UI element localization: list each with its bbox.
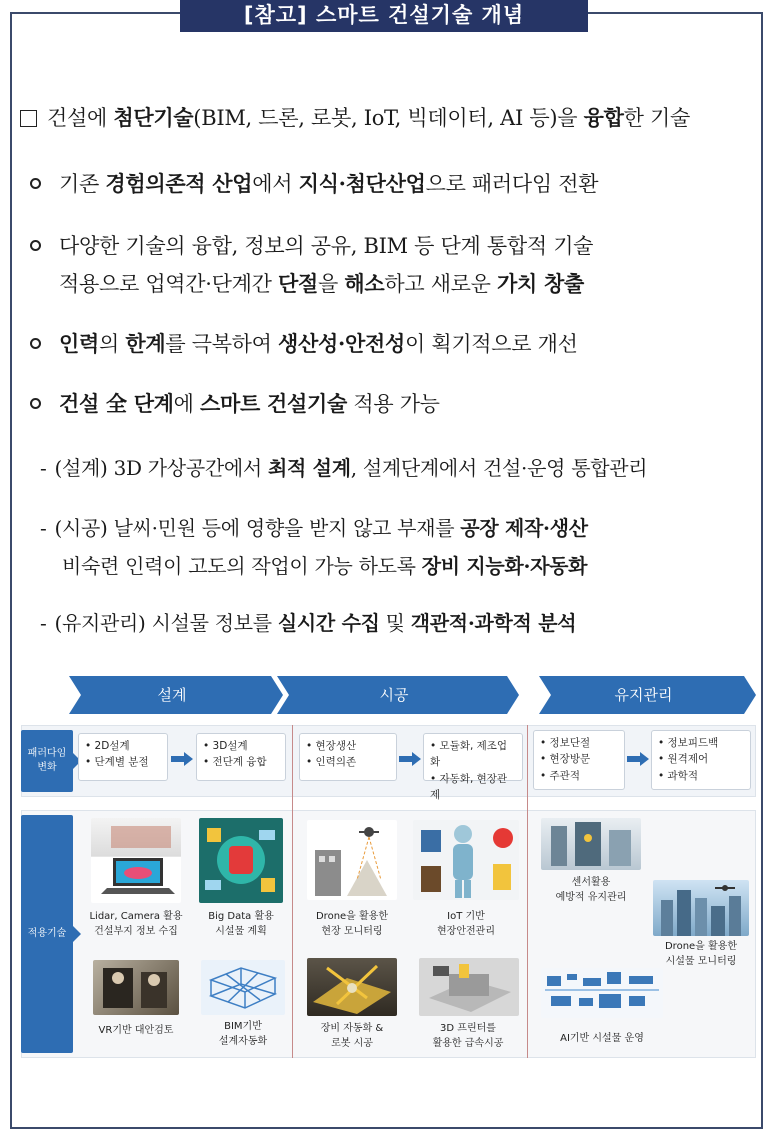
drone-facility-photo <box>653 880 749 936</box>
caption-bigdata: Big Data 활용 시설물 계획 <box>208 911 274 937</box>
paradigm-after-construction: • 모듈화, 제조업화 • 자동화, 현장관제 <box>423 733 523 781</box>
caption-drone-site: Drone을 활용한 현장 모니터링 <box>315 911 389 937</box>
bullet-item-continued: 적용으로 업역간·단계간 단절을 해소하고 새로운 가치 창출 <box>59 271 584 296</box>
caption-printer: 3D 프린터를 활용한 급속시공 <box>432 1023 504 1049</box>
phase-design: 설계 <box>61 676 283 714</box>
robot-construction-photo <box>307 958 397 1016</box>
vr-review-photo <box>93 960 179 1015</box>
iot-safety-illustration <box>413 820 519 900</box>
circle-bullet-icon <box>30 240 41 251</box>
main-point: 건설에 첨단기술(BIM, 드론, 로봇, IoT, 빅데이터, AI 등)을 융합한 기술 <box>20 102 690 132</box>
caption-vr: VR기반 대안검토 <box>98 1025 174 1036</box>
circle-bullet-icon <box>30 338 41 349</box>
drone-site-illustration <box>307 820 397 900</box>
sub-item-maintenance: - (유지관리) 시설물 정보를 실시간 수집 및 객관적·과학적 분석 <box>40 611 577 635</box>
sensor-maintenance-photo <box>541 818 641 870</box>
caption-iot: IoT 기반 현장안전관리 <box>437 911 495 937</box>
caption-bim: BIM기반 설계자동화 <box>218 1021 268 1047</box>
paradigm-after-design: • 3D설계 • 전단계 융합 <box>196 733 286 781</box>
caption-robot: 장비 자동화 & 로봇 시공 <box>320 1023 384 1049</box>
row-label-tech: 적용기술 <box>21 815 73 1053</box>
row-label-paradigm: 패러다임 변화 <box>21 730 73 792</box>
paradigm-after-maintenance: • 정보피드백 • 원격제어 • 과학적 <box>651 730 751 790</box>
bullet-item: 기존 경험의존적 산업에서 지식·첨단산업으로 패러다임 전환 <box>30 168 598 198</box>
arrow-right-icon <box>399 752 421 766</box>
page-title: [참고] 스마트 건설기술 개념 <box>180 0 588 32</box>
sub-item-design: - (설계) 3D 가상공간에서 최적 설계, 설계단계에서 건설·운영 통합관리 <box>40 456 648 480</box>
caption-ai: AI기반 시설물 운영 <box>560 1033 644 1044</box>
ai-operation-illustration <box>541 968 663 1018</box>
bigdata-illustration <box>199 818 283 903</box>
concept-diagram <box>21 670 756 1060</box>
caption-sensor: 센서활용 예방적 유지관리 <box>555 877 627 903</box>
bullet-item: 인력의 한계를 극복하여 생산성·안전성이 획기적으로 개선 <box>30 328 578 358</box>
arrow-right-icon <box>627 752 649 766</box>
sub-item-construction: - (시공) 날씨·민원 등에 영향을 받지 않고 부재를 공장 제작·생산 <box>40 516 588 540</box>
arrow-right-icon <box>171 752 193 766</box>
paradigm-before-maintenance: • 정보단절 • 현장방문 • 주관적 <box>533 730 625 790</box>
lidar-scan-illustration <box>91 818 181 903</box>
bullet-item: 다양한 기술의 융합, 정보의 공유, BIM 등 단계 통합적 기술 <box>30 230 593 260</box>
paradigm-before-design: • 2D설계 • 단계별 분절 <box>78 733 168 781</box>
paradigm-before-construction: • 현장생산 • 인력의존 <box>299 733 397 781</box>
checkbox-square-icon <box>20 110 37 127</box>
circle-bullet-icon <box>30 178 41 189</box>
3d-printer-photo <box>419 958 519 1016</box>
bim-frame-illustration <box>201 960 285 1015</box>
sub-item-construction-continued: 비숙련 인력이 고도의 작업이 가능 하도록 장비 지능화·자동화 <box>62 554 588 578</box>
phase-maintenance: 유지관리 <box>531 676 756 714</box>
circle-bullet-icon <box>30 398 41 409</box>
caption-lidar: Lidar, Camera 활용 건설부지 정보 수집 <box>89 911 183 937</box>
phase-construction: 시공 <box>269 676 519 714</box>
bullet-item: 건설 全 단계에 스마트 건설기술 적용 가능 <box>30 388 440 418</box>
caption-drone-facility: Drone을 활용한 시설물 모니터링 <box>664 941 738 967</box>
